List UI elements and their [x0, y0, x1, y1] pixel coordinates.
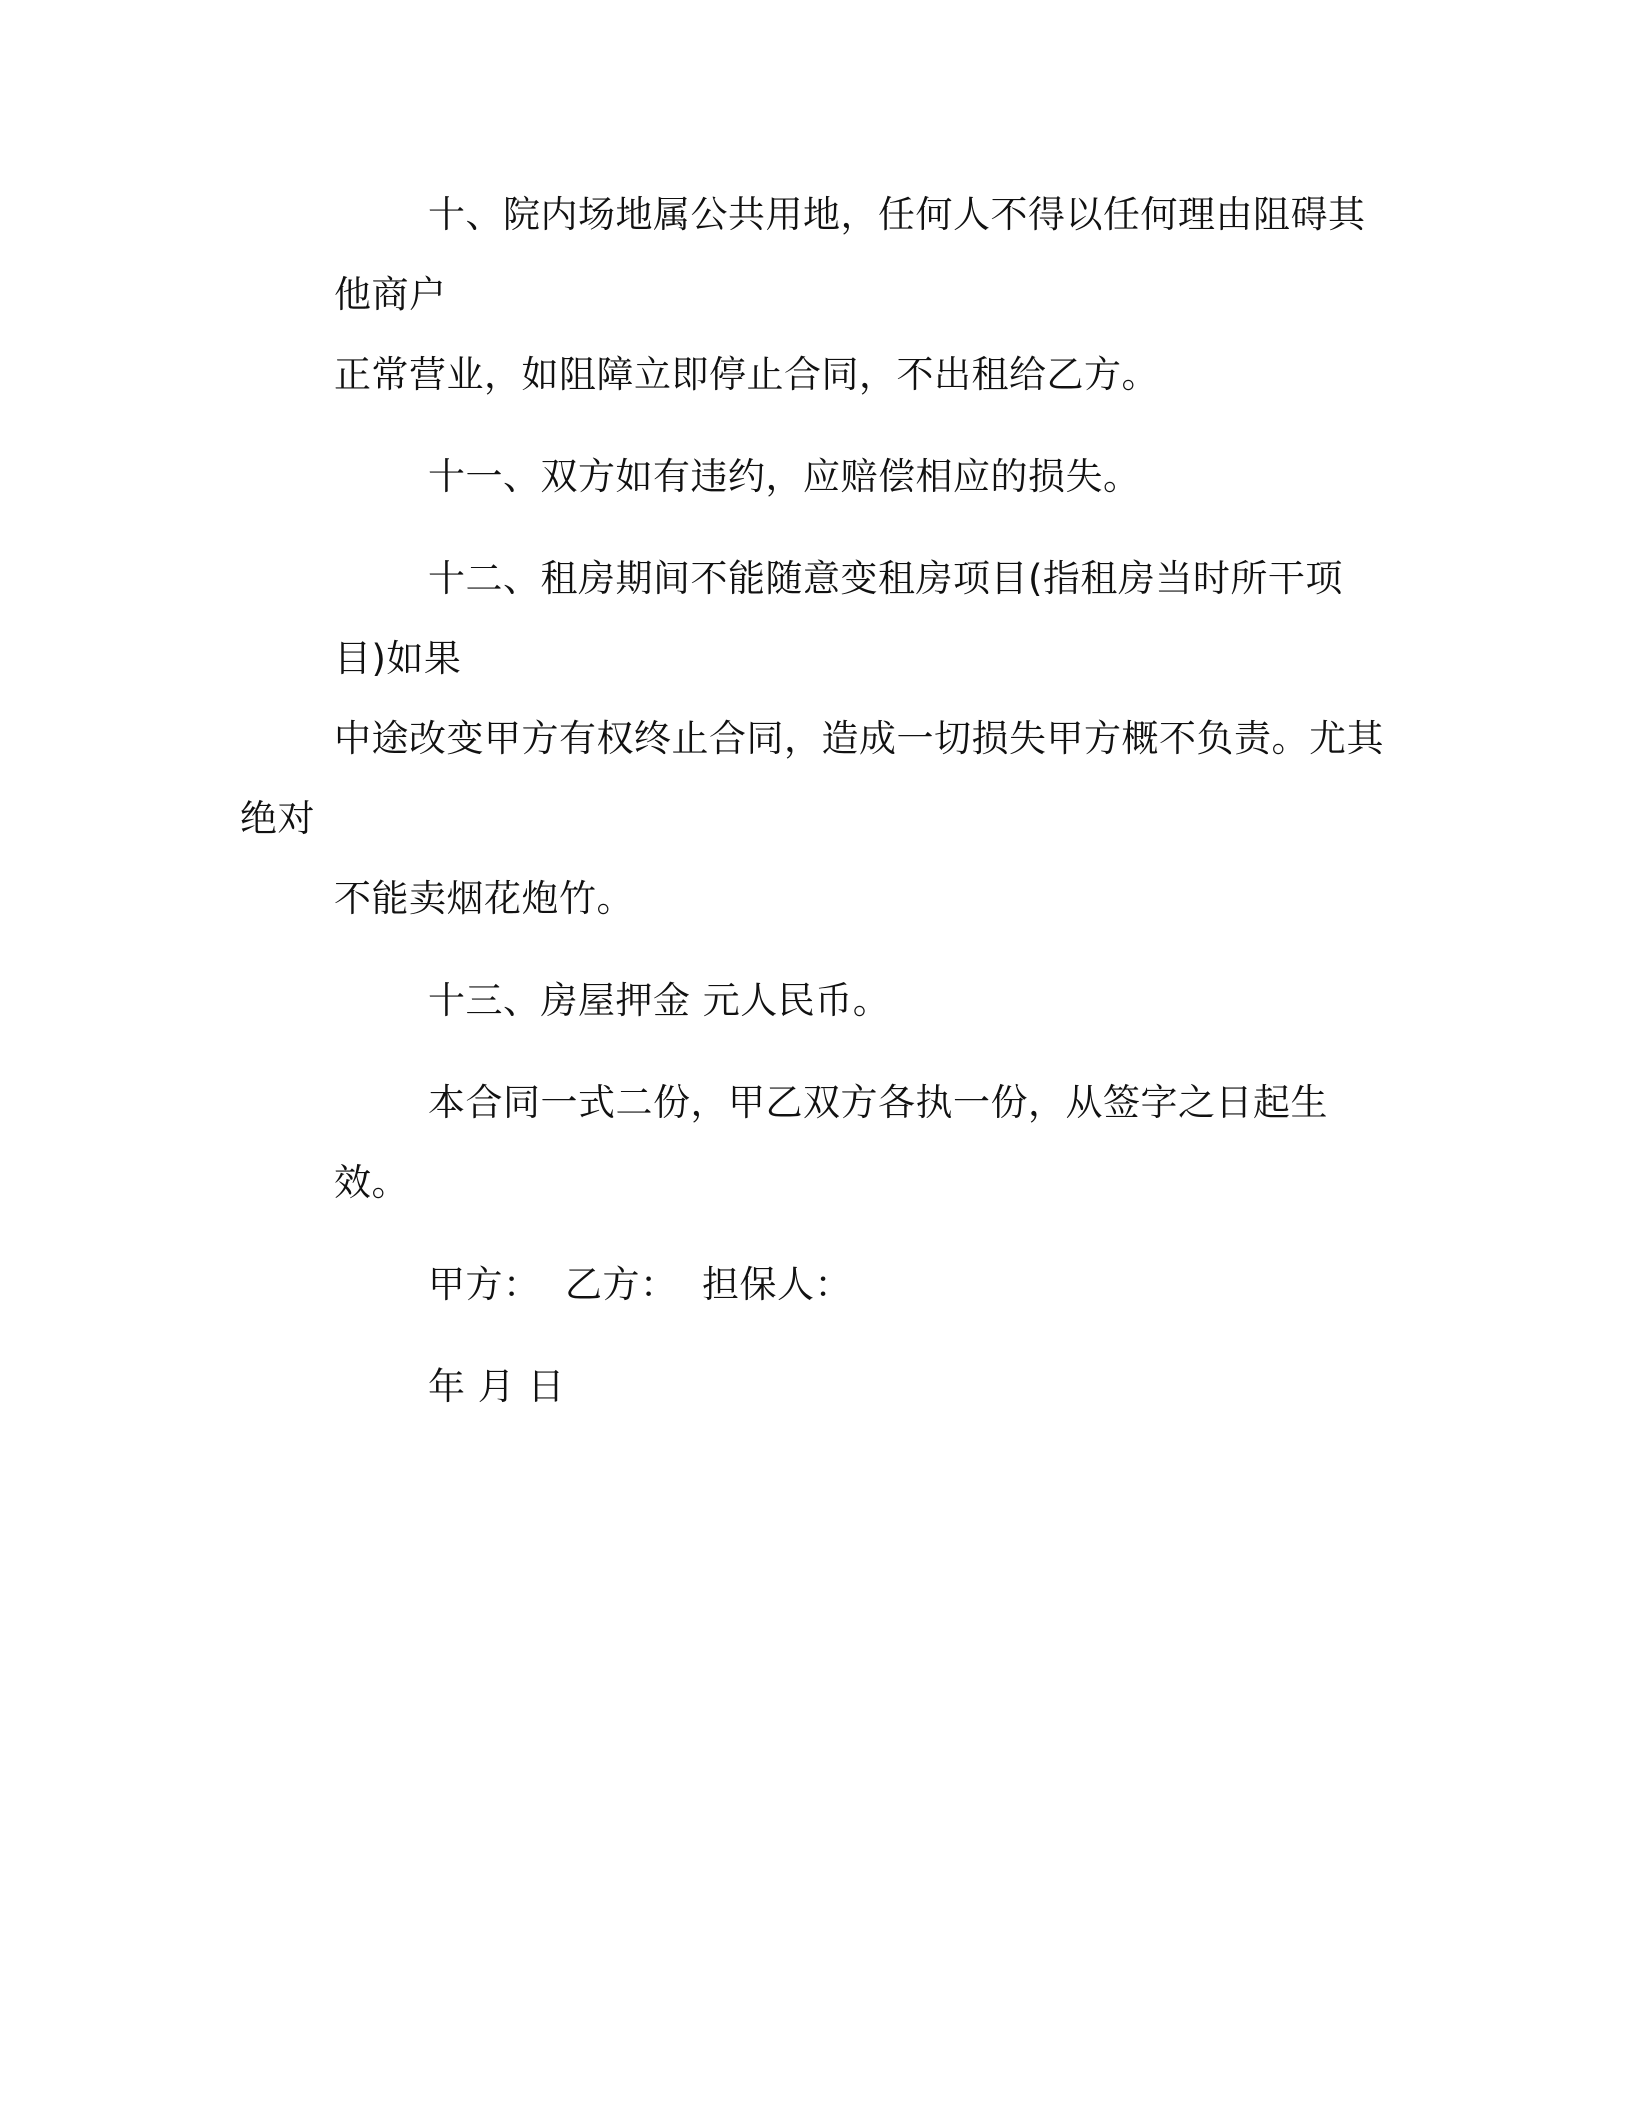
clause-11: [240, 437, 1390, 517]
clause-12-line-3: 不能卖烟花炮竹。: [334, 877, 634, 920]
signature-parties: [240, 1245, 1390, 1325]
signature-date-line: 年 月 日: [428, 1365, 566, 1408]
clause-10: [240, 175, 1390, 415]
clause-12: [240, 539, 1390, 939]
clause-13: [240, 961, 1390, 1041]
signature-date: [240, 1347, 1390, 1427]
contract-copies-line: 本合同一式二份，甲乙双方各执一份，从签字之日起生效。: [334, 1081, 1328, 1204]
clause-12-line-2: 中途改变甲方有权终止合同，造成一切损失甲方概不负责。尤其绝对: [240, 717, 1384, 840]
clause-10-line-1: 十、院内场地属公共用地，任何人不得以任何理由阻碍其他商户: [334, 193, 1366, 316]
clause-13-line-1: 十三、房屋押金 元人民币。: [428, 979, 891, 1022]
document-body: [240, 175, 1390, 1449]
clause-12-line-1: 十二、租房期间不能随意变租房项目(指租房当时所干项目)如果: [334, 557, 1343, 680]
signature-parties-line: 甲方： 乙方： 担保人：: [428, 1263, 853, 1306]
contract-copies-statement: [240, 1063, 1390, 1223]
clause-11-line-1: 十一、双方如有违约，应赔偿相应的损失。: [428, 455, 1141, 498]
clause-10-line-2: 正常营业，如阻障立即停止合同，不出租给乙方。: [334, 353, 1159, 396]
